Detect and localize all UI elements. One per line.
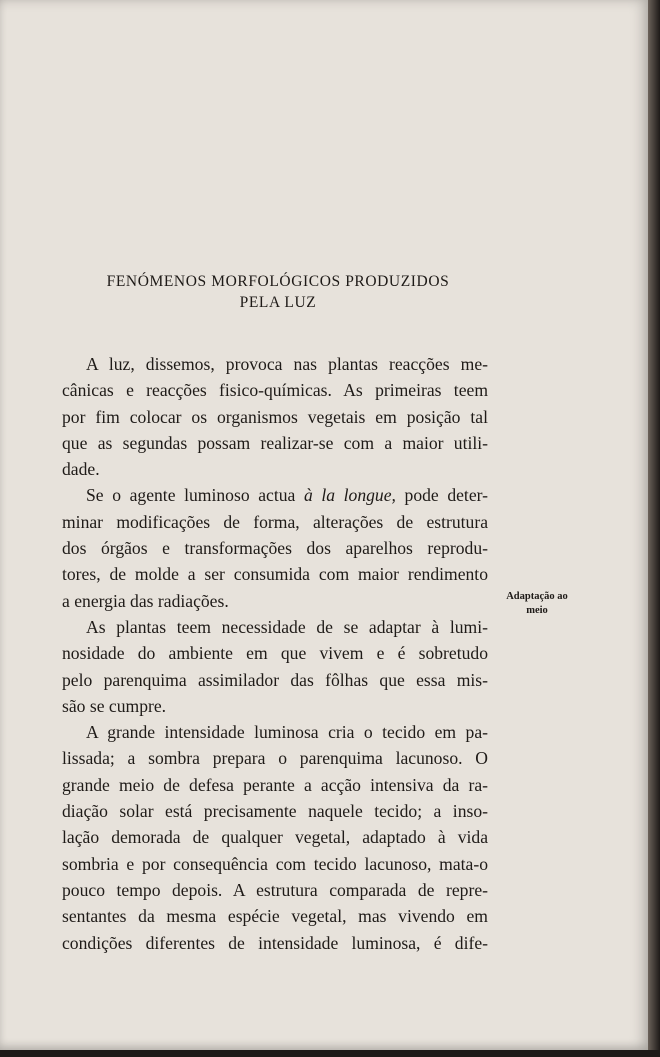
chapter-heading — [60, 271, 496, 313]
text-segment: pode deter- — [395, 485, 488, 506]
text-line: que as segundas possam realizar-se com a maior utili- — [62, 432, 488, 453]
text-line: a energia das radiações. — [62, 590, 229, 611]
text-line: por fim colocar os organismos vegetais em posição tal — [62, 406, 488, 427]
heading-line-2: PELA LUZ — [239, 294, 317, 311]
text-line: tores, de molde a ser consumida com maior rendimento — [62, 564, 488, 585]
text-line: lissada; a sombra prepara o parenquima lacunoso. O — [62, 748, 488, 769]
text-line: são se cumpre. — [62, 695, 167, 716]
text-line: pelo parenquima assimilador das fôlhas que essa mis- — [62, 669, 488, 690]
book-spine-edge — [648, 0, 660, 1057]
text-line: A luz, dissemos, provoca nas plantas reacções me- — [86, 354, 488, 374]
text-line: dade. — [62, 459, 100, 480]
text-line: sentantes da mesma espécie vegetal, mas vivendo em — [62, 906, 488, 927]
text-line: nosidade do ambiente em que vivem e é sobretudo — [62, 643, 488, 664]
margin-note — [494, 590, 580, 618]
heading-line-1: FENÓMENOS MORFOLÓGICOS PRODUZIDOS — [106, 273, 450, 290]
text-line: dos órgãos e transformações dos aparelhos reprodu- — [62, 538, 488, 559]
text-segment: Se o agente luminoso actua — [86, 485, 304, 506]
text-line: A grande intensidade luminosa cria o tecido em pa- — [86, 722, 488, 743]
page-bottom-edge — [0, 1050, 660, 1057]
margin-note-line-2: meio — [526, 605, 548, 616]
text-line: diação solar está precisamente naquele tecido; a inso- — [62, 801, 488, 822]
margin-note-line-1: Adaptação ao — [506, 591, 568, 602]
text-line: grande meio de defesa perante a acção intensiva da ra- — [62, 774, 488, 795]
italic-phrase: à la longue, — [303, 485, 396, 506]
text-line: lação demorada de qualquer vegetal, adaptado à vida — [62, 827, 488, 848]
text-line — [62, 482, 488, 508]
text-line: condições diferentes de intensidade luminosa, é dife- — [62, 932, 488, 953]
body-text — [62, 351, 488, 956]
text-line: pouco tempo depois. A estrutura comparada de repre- — [62, 879, 488, 900]
text-line: sombria e por consequência com tecido lacunoso, mata-o — [62, 853, 488, 874]
text-line: minar modificações de forma, alterações de estrutura — [62, 511, 488, 532]
text-line: cânicas e reacções fisico-químicas. As primeiras teem — [62, 380, 488, 401]
text-line: As plantas teem necessidade de se adaptar à lumi- — [86, 616, 488, 637]
